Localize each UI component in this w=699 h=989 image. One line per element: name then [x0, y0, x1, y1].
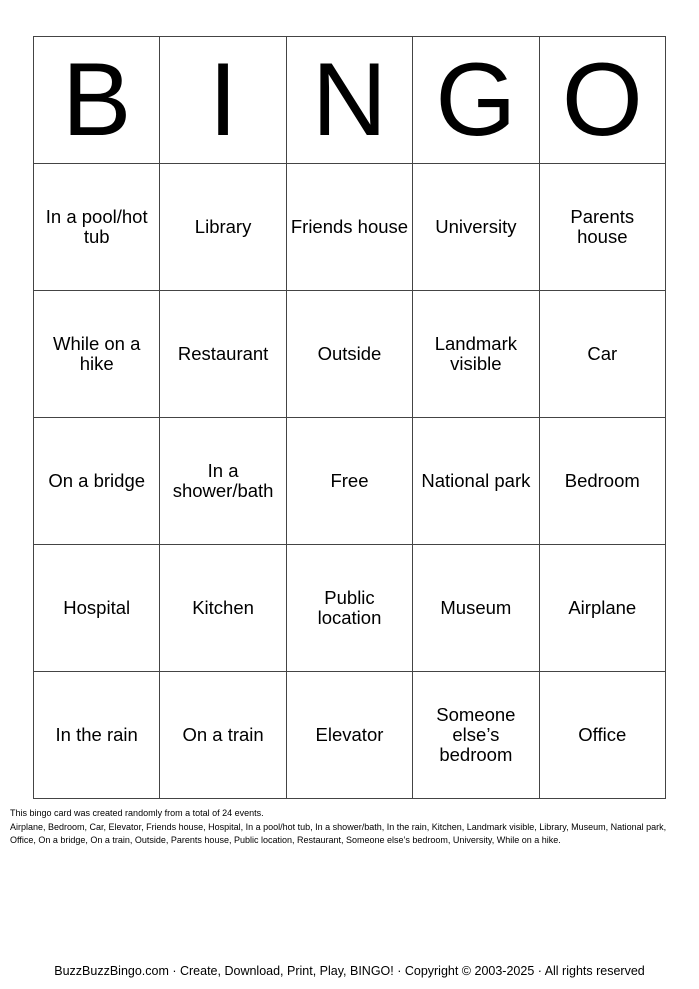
bingo-cell: Public location	[286, 545, 412, 672]
bingo-cell: Landmark visible	[413, 291, 539, 418]
bingo-cell: In a pool/hot tub	[34, 164, 160, 291]
bingo-header-row	[34, 37, 666, 164]
bingo-cell: Kitchen	[160, 545, 286, 672]
bingo-cell: Elevator	[286, 672, 412, 799]
bingo-row	[34, 291, 666, 418]
bingo-cell: While on a hike	[34, 291, 160, 418]
bingo-cell: Museum	[413, 545, 539, 672]
header-letter-g: G	[413, 37, 539, 164]
bingo-cell: Airplane	[539, 545, 665, 672]
bingo-cell: Hospital	[34, 545, 160, 672]
header-letter-i: I	[160, 37, 286, 164]
bingo-cell: In a shower/bath	[160, 418, 286, 545]
card-summary: This bingo card was created randomly from a total of 24 events.	[10, 808, 264, 818]
header-letter-o: O	[539, 37, 665, 164]
bingo-cell: National park	[413, 418, 539, 545]
bingo-cell: In the rain	[34, 672, 160, 799]
bingo-row	[34, 164, 666, 291]
header-letter-b: B	[34, 37, 160, 164]
bingo-row	[34, 672, 666, 799]
bingo-cell: Library	[160, 164, 286, 291]
bingo-row	[34, 418, 666, 545]
bingo-cell: Someone else’s bedroom	[413, 672, 539, 799]
bingo-cell: Outside	[286, 291, 412, 418]
bingo-cell: Car	[539, 291, 665, 418]
event-list: Airplane, Bedroom, Car, Elevator, Friends house, Hospital, In a pool/hot tub, In a shower/bath, In the rain, Kitchen, Landmark visible, Library, Museum, National park, Office, On a bridge, On a train, Outside, Parents house, Public location, Restaurant, Someone else’s bedroom, University, While on a hike.	[10, 821, 667, 845]
site-footer: BuzzBuzzBingo.com · Create, Download, Print, Play, BINGO! · Copyright © 2003-2025 · All rights reserved	[54, 964, 645, 978]
bingo-card	[33, 36, 666, 799]
bingo-cell: Bedroom	[539, 418, 665, 545]
bingo-cell: University	[413, 164, 539, 291]
bingo-cell: Parents house	[539, 164, 665, 291]
card-notes	[10, 807, 682, 848]
bingo-row	[34, 545, 666, 672]
header-letter-n: N	[286, 37, 412, 164]
bingo-cell: Office	[539, 672, 665, 799]
bingo-cell: On a train	[160, 672, 286, 799]
bingo-cell: Restaurant	[160, 291, 286, 418]
free-space-cell: Free	[286, 418, 412, 545]
bingo-cell: On a bridge	[34, 418, 160, 545]
bingo-cell: Friends house	[286, 164, 412, 291]
